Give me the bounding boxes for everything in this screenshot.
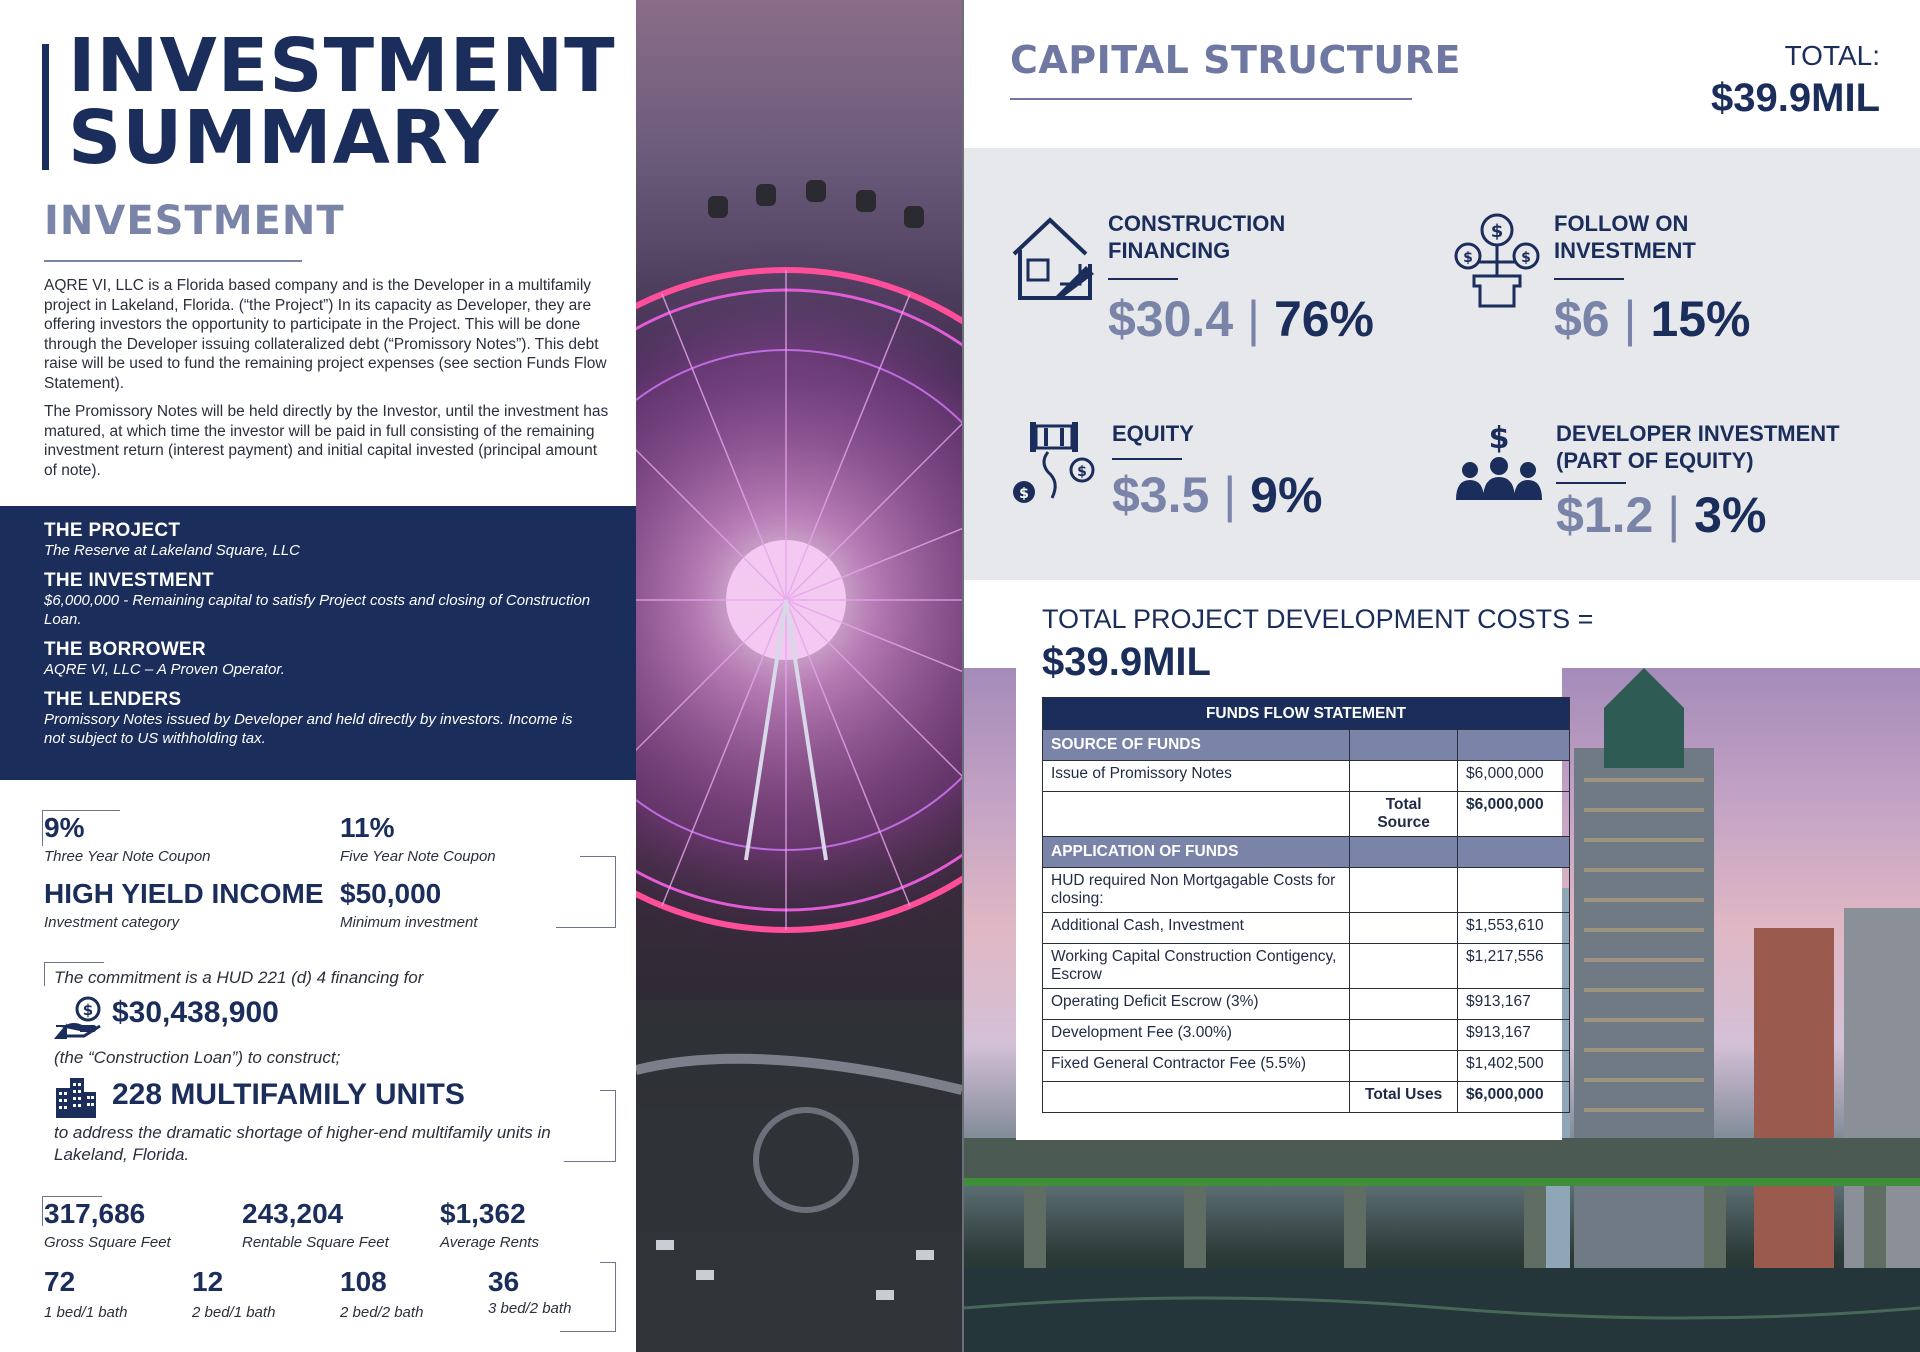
section-header: SOURCE OF FUNDS <box>1043 730 1350 761</box>
unit-type: 2 bed/1 bath <box>192 1304 276 1321</box>
metric-percent: 15% <box>1650 291 1751 347</box>
three-year-coupon-value: 9% <box>44 812 85 843</box>
detail-lenders <box>44 689 592 748</box>
metric-percent: 9% <box>1250 467 1323 523</box>
row-label <box>1043 1082 1350 1113</box>
investment-category-label: Investment category <box>44 914 180 931</box>
commitment-bracket-left <box>44 962 45 986</box>
section-blank <box>1350 730 1458 761</box>
unit-count: 108 <box>340 1266 387 1297</box>
average-rent-value: $1,362 <box>440 1198 526 1229</box>
metric-percent: 3% <box>1694 487 1767 543</box>
unit-type: 1 bed/1 bath <box>44 1304 128 1321</box>
metric-value <box>1112 468 1322 522</box>
table-row <box>1043 868 1570 913</box>
average-rent-label: Average Rents <box>440 1234 539 1251</box>
yield-bracket-top-left <box>42 810 43 846</box>
table-section-row <box>1043 730 1570 761</box>
table-row <box>1043 1051 1570 1082</box>
table-title: FUNDS FLOW STATEMENT <box>1043 698 1570 730</box>
metric-separator: | <box>1223 467 1237 523</box>
total-value: $39.9MIL <box>1711 76 1880 120</box>
capital-structure-title: CAPITAL STRUCTURE <box>1010 38 1461 82</box>
commitment-line-3: to address the dramatic shortage of higher-end multifamily units in Lakeland, Florida. <box>54 1123 551 1164</box>
detail-heading: THE PROJECT <box>44 520 181 541</box>
yield-bracket-top <box>42 810 120 811</box>
svg-text:$: $ <box>82 1001 94 1019</box>
row-label: Operating Deficit Escrow (3%) <box>1043 989 1350 1020</box>
property-bracket-right <box>560 1262 616 1332</box>
metric-heading: DEVELOPER INVESTMENT (PART OF EQUITY) <box>1556 421 1840 473</box>
section-blank <box>1458 837 1570 868</box>
metric-rule <box>1556 482 1626 484</box>
intro-paragraph-1: AQRE VI, LLC is a Florida based company and is the Developer in a multifamily project in Lakeland, Florida. (“the Project”) In its capacity as Developer, they are offering investors the opportunity to participate in the Project. This will be done through the Developer issuing collateralized debt (“Promissory Notes”). This debt raise will be used to fund the remaining project expenses (see section Funds Flow Statement). <box>44 277 607 392</box>
detail-text: The Reserve at Lakeland Square, LLC <box>44 542 300 559</box>
detail-project <box>44 520 592 560</box>
investment-summary-panel <box>0 0 636 1352</box>
svg-text:$: $ <box>1463 250 1473 266</box>
table-row <box>1043 989 1570 1020</box>
table-section-row <box>1043 837 1570 868</box>
row-label: HUD required Non Mortgagable Costs for closing: <box>1043 868 1350 913</box>
rentable-sqft-label: Rentable Square Feet <box>242 1234 389 1251</box>
metric-value <box>1556 488 1766 542</box>
rentable-sqft-value: 243,204 <box>242 1198 344 1229</box>
row-label: Additional Cash, Investment <box>1043 913 1350 944</box>
detail-heading: THE LENDERS <box>44 689 182 710</box>
unit-count: 12 <box>192 1266 224 1297</box>
capital-structure-rule <box>1010 98 1412 100</box>
metric-percent: 76% <box>1273 291 1375 347</box>
metric-value <box>1108 292 1374 346</box>
row-mid <box>1350 1020 1458 1051</box>
section-title: INVESTMENT <box>44 198 345 244</box>
detail-borrower <box>44 639 592 679</box>
row-value: $1,402,500 <box>1458 1051 1570 1082</box>
row-label <box>1043 792 1350 837</box>
unit-type: 3 bed/2 bath <box>488 1300 572 1317</box>
row-mid <box>1350 1051 1458 1082</box>
metric-amount: $30.4 <box>1108 291 1234 347</box>
section-blank <box>1458 730 1570 761</box>
metric-separator: | <box>1667 487 1681 543</box>
metric-heading: CONSTRUCTION FINANCING <box>1108 211 1286 263</box>
detail-text: $6,000,000 - Remaining capital to satisfy Project costs and closing of Construction Loan. <box>44 592 591 628</box>
metric-amount: $3.5 <box>1112 467 1210 523</box>
row-value: $6,000,000 <box>1458 792 1570 837</box>
total-project-costs-value: $39.9MIL <box>1042 640 1211 684</box>
table-title-row <box>1043 698 1570 730</box>
intro-text <box>44 276 614 489</box>
row-mid: Total Source <box>1350 792 1458 837</box>
svg-text:$: $ <box>1488 421 1510 456</box>
table-row <box>1043 913 1570 944</box>
row-mid <box>1350 761 1458 792</box>
detail-heading: THE INVESTMENT <box>44 570 214 591</box>
row-label: Issue of Promissory Notes <box>1043 761 1350 792</box>
three-year-coupon-label: Three Year Note Coupon <box>44 848 211 865</box>
detail-investment <box>44 570 592 629</box>
svg-text:$: $ <box>1521 250 1531 266</box>
title-line-2: SUMMARY <box>68 95 500 181</box>
table-row <box>1043 761 1570 792</box>
metric-value <box>1554 292 1751 346</box>
table-row <box>1043 1020 1570 1051</box>
funds-flow-table <box>1042 697 1570 1113</box>
money-hand-icon <box>54 996 104 1040</box>
section-blank <box>1350 837 1458 868</box>
metric-separator: | <box>1247 291 1261 347</box>
metric-amount: $6 <box>1554 291 1610 347</box>
metric-heading: EQUITY <box>1112 421 1194 446</box>
property-bracket-top <box>42 1196 102 1197</box>
section-header: APPLICATION OF FUNDS <box>1043 837 1350 868</box>
gross-sqft-label: Gross Square Feet <box>44 1234 171 1251</box>
metric-amount: $1.2 <box>1556 487 1654 543</box>
building-icon <box>54 1074 98 1118</box>
row-value: $913,167 <box>1458 1020 1570 1051</box>
detail-text: Promissory Notes issued by Developer and held directly by investors. Income is not subject to US withholding tax. <box>44 711 573 747</box>
detail-heading: THE BORROWER <box>44 639 206 660</box>
money-plant-icon <box>1452 212 1542 308</box>
gross-sqft-value: 317,686 <box>44 1198 146 1229</box>
yield-bracket-right-top <box>580 856 616 857</box>
row-value: $1,217,556 <box>1458 944 1570 989</box>
unit-count: 72 <box>44 1266 76 1297</box>
row-label: Development Fee (3.00%) <box>1043 1020 1350 1051</box>
commitment-line-2: (the “Construction Loan”) to construct; <box>54 1048 341 1067</box>
title-line-1: INVESTMENT <box>68 23 616 109</box>
minimum-investment-label: Minimum investment <box>340 914 478 931</box>
commitment-bracket-top <box>44 962 104 963</box>
table-row <box>1043 792 1570 837</box>
section-rule <box>44 260 302 262</box>
metric-rule <box>1112 458 1182 460</box>
multifamily-units: 228 MULTIFAMILY UNITS <box>112 1078 465 1111</box>
people-dollar-icon <box>1454 420 1544 510</box>
commitment-bracket-right-top <box>600 1090 616 1091</box>
row-label: Working Capital Construction Contigency, Escrow <box>1043 944 1350 989</box>
row-label: Fixed General Contractor Fee (5.5%) <box>1043 1051 1350 1082</box>
money-flow-icon <box>1010 418 1096 508</box>
row-mid <box>1350 944 1458 989</box>
row-value: $6,000,000 <box>1458 761 1570 792</box>
investment-category-value: HIGH YIELD INCOME <box>44 878 324 909</box>
row-mid <box>1350 868 1458 913</box>
capital-structure-panel <box>964 0 1920 1352</box>
commitment-line-1: The commitment is a HUD 221 (d) 4 financing for <box>54 968 424 987</box>
metric-rule <box>1108 278 1178 280</box>
row-mid <box>1350 913 1458 944</box>
ferris-wheel-photo <box>636 0 962 1352</box>
metric-separator: | <box>1623 291 1637 347</box>
row-value: $1,553,610 <box>1458 913 1570 944</box>
title-accent-bar <box>42 44 49 170</box>
total-label: TOTAL: <box>1784 40 1880 71</box>
five-year-coupon-label: Five Year Note Coupon <box>340 848 496 865</box>
detail-text: AQRE VI, LLC – A Proven Operator. <box>44 661 285 678</box>
intro-paragraph-2: The Promissory Notes will be held directly by the Investor, until the investment has matured, at which time the investor will be paid in full consisting of the remaining investment return (interest payment) and initial capital invested (principal amount of note). <box>44 403 609 479</box>
commitment-amount: $30,438,900 <box>112 996 279 1029</box>
yield-bracket-right <box>556 856 616 928</box>
details-box <box>0 506 636 780</box>
house-blueprint-icon <box>1010 214 1096 304</box>
property-bracket-right-top <box>600 1262 616 1263</box>
table-row <box>1043 1082 1570 1113</box>
svg-text:$: $ <box>1019 486 1029 502</box>
svg-text:$: $ <box>1490 221 1504 242</box>
table-row <box>1043 944 1570 989</box>
row-mid <box>1350 989 1458 1020</box>
page-title <box>68 23 616 181</box>
metric-heading: FOLLOW ON INVESTMENT <box>1554 211 1696 263</box>
metric-rule <box>1554 278 1624 280</box>
row-value: $913,167 <box>1458 989 1570 1020</box>
minimum-investment-value: $50,000 <box>340 878 442 909</box>
property-bracket-left <box>42 1196 43 1226</box>
row-mid: Total Uses <box>1350 1082 1458 1113</box>
five-year-coupon-value: 11% <box>340 812 395 843</box>
svg-text:$: $ <box>1077 464 1087 480</box>
unit-type: 2 bed/2 bath <box>340 1304 424 1321</box>
row-value <box>1458 868 1570 913</box>
total-project-costs-label: TOTAL PROJECT DEVELOPMENT COSTS = <box>1042 604 1594 634</box>
unit-count: 36 <box>488 1266 520 1297</box>
metrics-band <box>964 148 1920 580</box>
row-value: $6,000,000 <box>1458 1082 1570 1113</box>
